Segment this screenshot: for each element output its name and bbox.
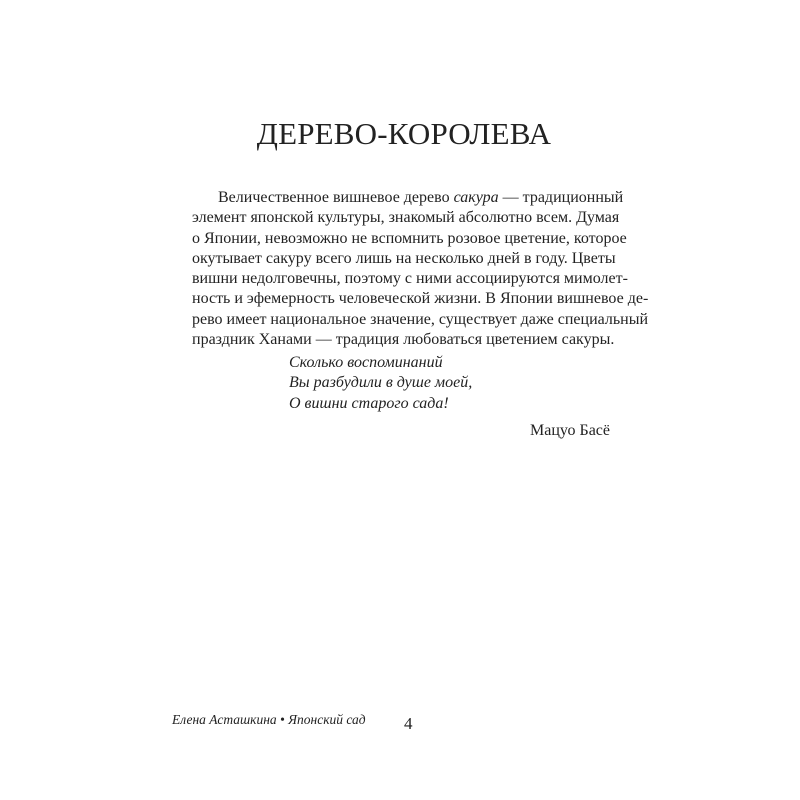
haiku bbox=[289, 353, 472, 414]
paragraph-line-6: ность и эфемерность человеческой жизни. В Японии вишневое де- bbox=[192, 290, 649, 308]
page-number: 4 bbox=[404, 714, 413, 733]
paragraph-line-1 bbox=[192, 188, 624, 208]
emphasized-word-sakura: сакура bbox=[453, 189, 499, 206]
haiku-line-1: Сколько воспоминаний bbox=[289, 354, 443, 371]
paragraph-line-1-end: — традиционный bbox=[498, 189, 624, 206]
chapter-title: ДЕРЕВО-КОРОЛЕВА bbox=[256, 116, 552, 151]
running-head: Елена Асташкина • Японский сад bbox=[172, 712, 366, 727]
body-paragraph bbox=[192, 188, 649, 350]
paragraph-line-3: о Японии, невозможно не вспомнить розовое цветение, которое bbox=[192, 229, 627, 247]
paragraph-line-1-start: Величественное вишневое дерево bbox=[218, 189, 454, 206]
haiku-line-3: О вишни старого сада! bbox=[289, 394, 449, 412]
paragraph-line-2: элемент японской культуры, знакомый абсолютно всем. Думая bbox=[192, 209, 620, 227]
haiku-line-2: Вы разбудили в душе моей, bbox=[289, 374, 473, 392]
haiku-author: Мацуо Басё bbox=[530, 422, 610, 439]
paragraph-line-5: вишни недолговечны, поэтому с ними ассоциируются мимолет- bbox=[192, 270, 628, 288]
paragraph-line-4: окутывает сакуру всего лишь на несколько дней в году. Цветы bbox=[192, 249, 616, 267]
paragraph-line-8: праздник Ханами — традиция любоваться цветением сакуры. bbox=[192, 331, 615, 349]
paragraph-line-7: рево имеет национальное значение, существует даже специальный bbox=[192, 310, 649, 328]
